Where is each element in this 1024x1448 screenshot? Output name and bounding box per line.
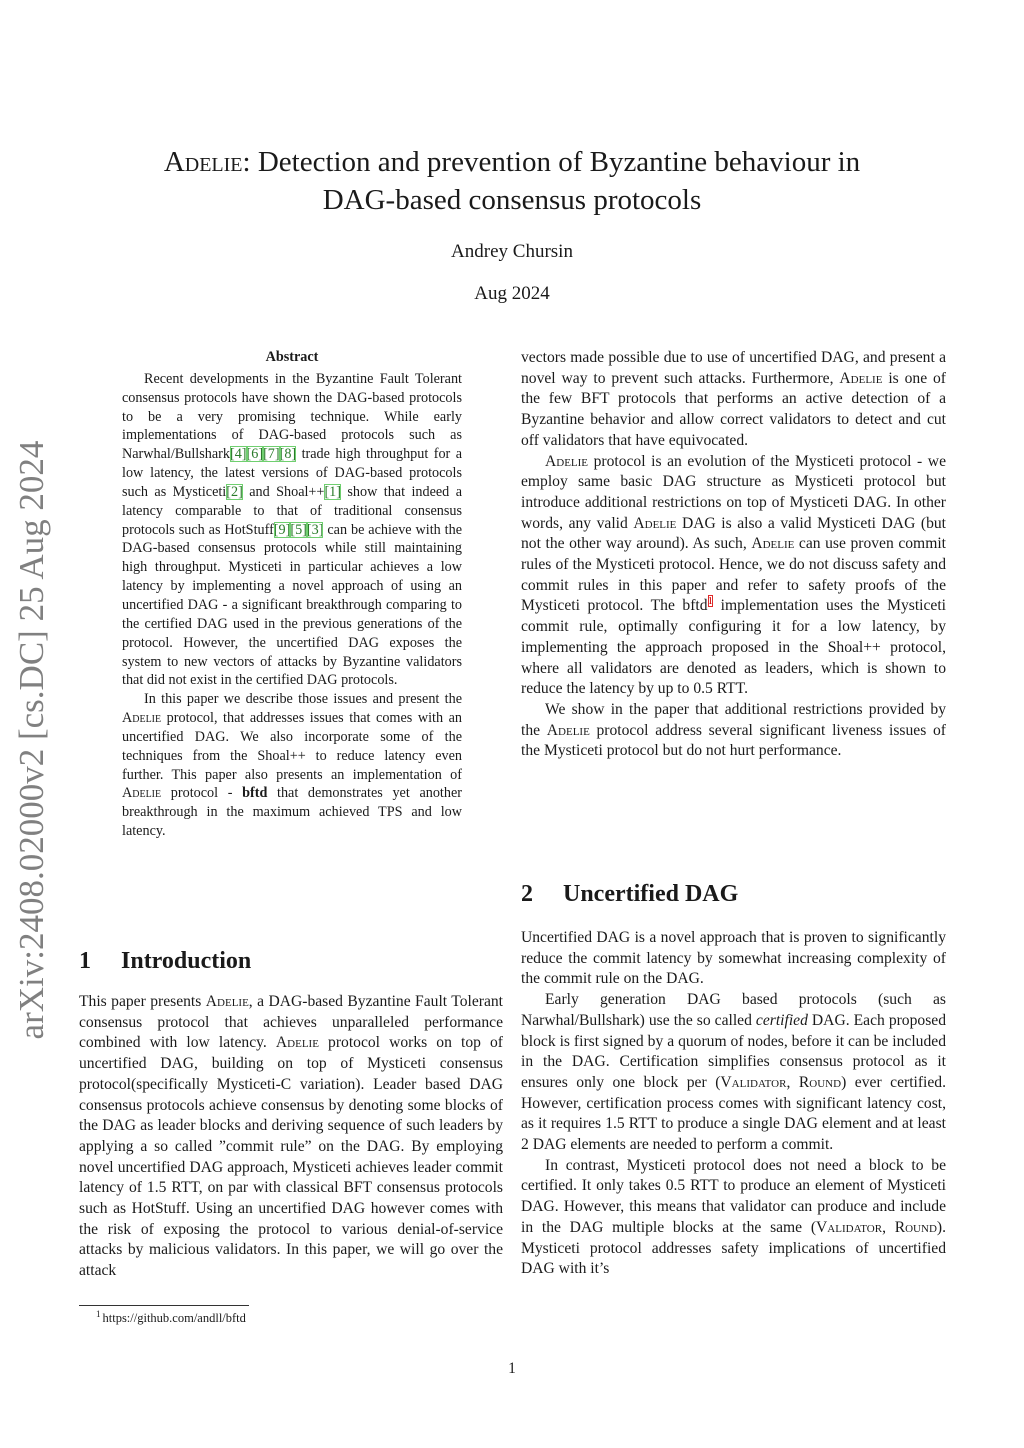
section-2-heading	[521, 881, 738, 908]
text-run: In contrast, Mysticeti protocol does not need a block to be certified. It only takes 0.5 RTT to produce an element of Mysticeti DAG. However, this means that validator can produce and include in the DAG multiple blocks at the same (	[521, 1156, 946, 1236]
section2-paragraph-1: Uncertified DAG is a novel approach that is proven to significantly reduce the commit latency by somewhat increasing complexity of the commit rule on the DAG.	[521, 929, 946, 988]
section-1-heading	[79, 948, 251, 975]
bftd-name: bftd	[242, 785, 268, 802]
abstract-paragraph-2	[122, 690, 462, 841]
date: Aug 2024	[474, 283, 550, 304]
section-number: 1	[79, 948, 91, 974]
validator-round-term: Validator, Round	[720, 1073, 842, 1091]
right-column-intro-continued	[521, 348, 946, 762]
protocol-name: Adelie	[122, 710, 162, 727]
text-run: is one of the few BFT protocols that performs an active detection of a Byzantine behavior and allow correct validators to detect and cut off validators that have equivocated.	[521, 369, 947, 449]
text-run: protocol address several significant liveness issues of the Mysticeti protocol but do not hurt performance.	[521, 721, 946, 760]
citation-link[interactable]: [4]	[229, 446, 247, 463]
section-title: Introduction	[121, 948, 252, 974]
text-run: ) ever certified. However, certification process comes with significant latency cost, as it requires 1.5 RTT to produce a single DAG element and at least 2 DAG elements are needed to perform a commit.	[521, 1073, 947, 1154]
protocol-name: Adelie	[122, 785, 162, 802]
text-run: protocol works on top of uncertified DAG, building on top of Mysticeti consensus protocol(specifically Mysticeti-C variation). Leader based DAG consensus protocols achieve consensus by denoting some blocks of the DAG as leader blocks and deriving sequence of such leaders by applying a so called ”commit rule” on the DAG. By employing novel uncertified DAG approach, Mysticeti achieves leader commit latency of 1.5 RTT, on par with classical BFT consensus protocols such as HotStuff. Using an uncertified DAG however comes with the risk of exposing the protocol to various denial-of-service attacks by malicious validators. In this paper, we will go over the attack	[79, 1034, 504, 1280]
paper-title	[100, 143, 924, 219]
title-text-line2: DAG-based consensus protocols	[322, 184, 702, 216]
citation-link[interactable]: [2]	[226, 483, 243, 500]
arxiv-sidebar-id: arXiv:2408.02000v2 [cs.DC] 25 Aug 2024	[12, 440, 51, 1040]
section-number: 2	[521, 881, 533, 907]
text-run: that demonstrates yet another breakthrough in the maximum achieved TPS and low latency.	[122, 785, 462, 840]
page-number: 1	[508, 1360, 516, 1377]
footnote-url[interactable]: https://github.com/andll/bftd	[102, 1311, 246, 1326]
text-run: Early generation DAG based protocols (such as Narwhal/Bullshark) use the so called	[521, 991, 946, 1029]
emphasis: certified	[755, 1011, 808, 1029]
protocol-name: Adelie	[275, 1034, 319, 1052]
text-run: protocol -	[161, 785, 243, 802]
protocol-name: Adelie	[205, 993, 249, 1010]
footnote-link[interactable]: 1	[707, 595, 714, 608]
section-title: Uncertified DAG	[563, 881, 739, 907]
text-run: We show in the paper that additional restrictions provided by the	[521, 700, 946, 739]
text-run: ). Mysticeti protocol addresses safety implications of uncertified DAG with it’s	[521, 1218, 946, 1278]
citation-link[interactable]: [8]	[279, 446, 297, 463]
protocol-name: Adelie	[751, 535, 795, 553]
text-run: trade high throughput for a low latency, the latest versions of DAG-based protocols such as Mysticeti	[122, 446, 462, 500]
citation-link[interactable]: [1]	[324, 483, 341, 500]
citation-link[interactable]: [3]	[306, 521, 324, 538]
protocol-name: Adelie	[839, 369, 883, 387]
validator-round-term: Validator, Round	[816, 1218, 937, 1236]
intro-paragraph-1	[79, 992, 503, 1282]
text-run: protocol, that addresses issues that comes with an uncertified DAG. We also incorporate some of the techniques from the Shoal++ to reduce latency even further. This paper also presents an implementation of	[122, 710, 462, 783]
text-run: can be achieve with the DAG-based consensus protocols while still maintaining high throughput. Mysticeti in particular achieves a low latency by implementing a novel approach of using an uncertified DAG - a significant breakthrough comparing to the certified DAG used in the previous generations of the protocol. However, the uncertified DAG exposes the system to new vectors of attacks by Byzantine validators that did not exist in the certified DAG protocols.	[122, 521, 462, 689]
text-run: DAG is also a valid Mysticeti DAG (but not the other way around). As such,	[521, 514, 946, 553]
citation-link[interactable]: [5]	[290, 521, 307, 538]
uncertified-dag-body	[521, 928, 946, 1280]
text-run: show that indeed a latency comparable to that of traditional consensus protocols such as HotStuff	[122, 483, 462, 538]
title-protocol-name: Adelie	[163, 146, 243, 178]
text-run: This paper presents	[79, 993, 206, 1010]
text-run: implementation uses the Mysticeti commit rule, optimally configuring it for a low latency, by implementing the approach proposed in the Shoal++ protocol, where all validators are denoted as leaders, which is shown to reduce the latency by up to 0.5 RTT.	[521, 597, 946, 698]
abstract	[122, 348, 462, 841]
section2-paragraph-2	[521, 990, 946, 1156]
protocol-name: Adelie	[546, 721, 590, 739]
title-text: : Detection and prevention of Byzantine behaviour in	[242, 146, 861, 178]
text-run: Recent developments in the Byzantine Fault Tolerant consensus protocols have shown the DAG-based protocols to be a very promising technique. While early implementations of DAG-based protocols such as Narwhal/Bullshark	[122, 370, 462, 463]
citation-link[interactable]: [6]	[246, 446, 264, 463]
citation-link[interactable]: [9]	[273, 521, 291, 538]
protocol-name: Adelie	[545, 452, 589, 470]
text-run: vectors made possible due to use of uncertified DAG, and present a novel way to prevent such attacks. Furthermore,	[521, 349, 946, 387]
intro-paragraph-3	[521, 700, 946, 762]
text-run: protocol is an evolution of the Mysticeti protocol - we employ same basic DAG structure as Mysticeti protocol but introduce additional restrictions on top of Mysticeti DAG. In other words, any valid	[521, 452, 946, 532]
text-run: and Shoal++	[242, 483, 325, 500]
author: Andrey Chursin	[451, 241, 573, 262]
footnote-mark: 1	[96, 1309, 101, 1319]
text-run: DAG. Each proposed block is first signed by a quorum of nodes, before it can be included in the DAG. Certification simplifies consensus protocol as it ensures only one block per (	[521, 1011, 946, 1091]
abstract-paragraph-1	[122, 370, 462, 690]
text-run: can use proven commit rules of the Mysticeti protocol. Hence, we do not discuss safety and commit rules in this paper and refer to safety proofs of the Mysticeti protocol. The bftd	[521, 535, 946, 615]
footnote-divider	[79, 1305, 249, 1306]
protocol-name: Adelie	[633, 514, 677, 532]
footnote	[96, 1309, 246, 1326]
text-run: , a DAG-based Byzantine Fault Tolerant consensus protocol that achieves unparalleled performance combined with low latency.	[79, 993, 503, 1052]
intro-paragraph-continued	[521, 348, 946, 452]
section2-paragraph-3	[521, 1156, 946, 1280]
abstract-heading: Abstract	[265, 349, 319, 365]
text-run: In this paper we describe those issues and present the	[144, 691, 462, 708]
citation-link[interactable]: [7]	[263, 446, 280, 463]
intro-paragraph-2	[521, 452, 946, 700]
introduction-body	[79, 992, 503, 1282]
